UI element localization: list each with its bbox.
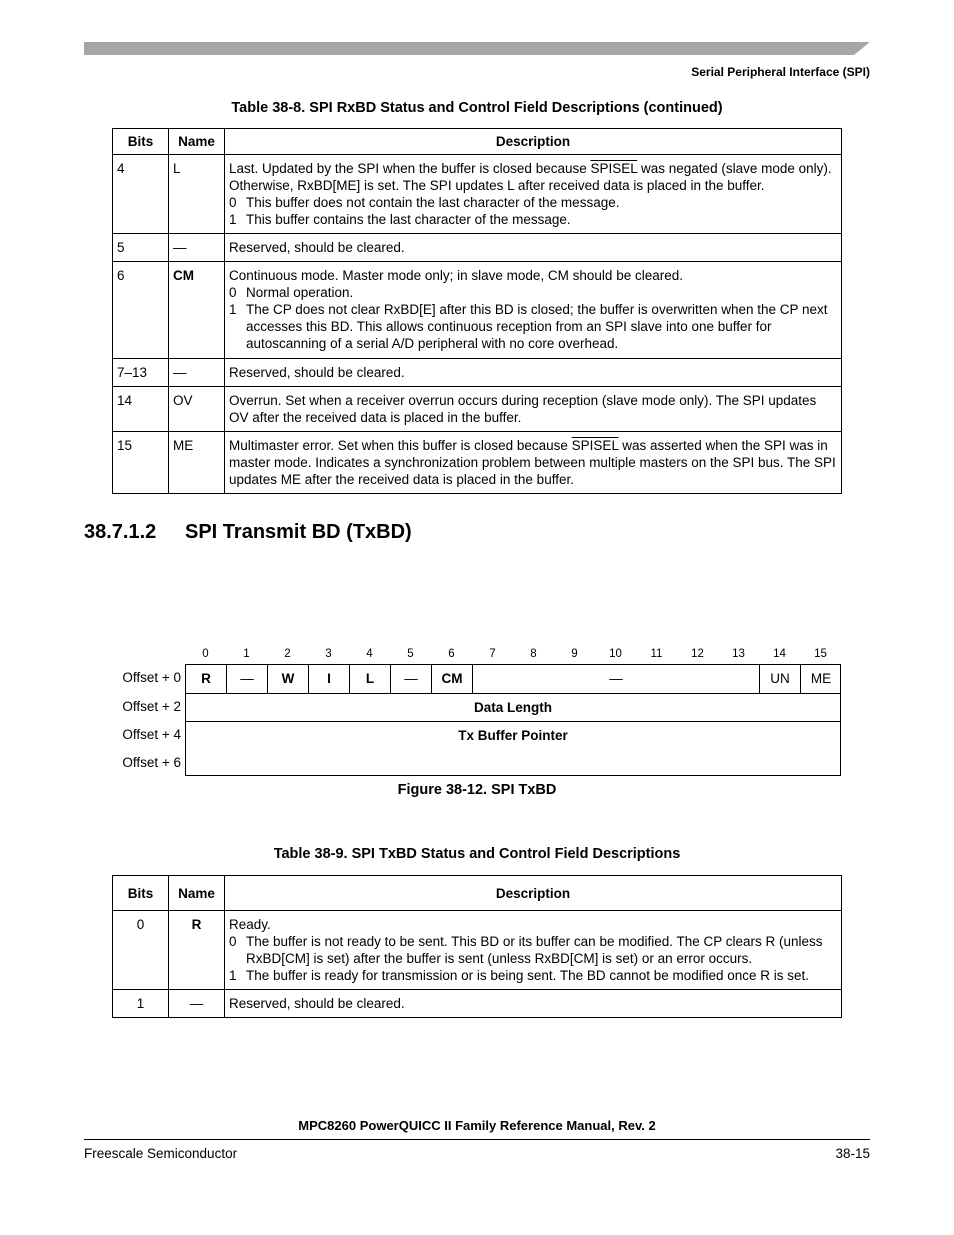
table-row (113, 262, 842, 359)
cell-description: Overrun. Set when a receiver overrun occurs during reception (slave mode only). The SPI updates OV after the received data is placed in the buffer. (225, 387, 842, 432)
field-w: W (268, 665, 309, 693)
offset-label: Offset + 4 (122, 727, 181, 742)
header-name: Name (169, 129, 225, 155)
bit-number: 7 (489, 648, 496, 660)
bit-number: 13 (732, 648, 745, 660)
cell-name: R (169, 911, 225, 990)
field-i: I (309, 665, 350, 693)
bit-number: 6 (448, 648, 455, 660)
table-38-9 (112, 875, 842, 1018)
description-text: Last. Updated by the SPI when the buffer is closed because SPISEL was negated (slave mode only). Otherwise, RxBD[ME] is set. The SPI updates L after received data is placed in the buffer. (229, 161, 832, 193)
cell-name: L (169, 155, 225, 234)
bit-number: 0 (202, 648, 209, 660)
table-row (113, 432, 842, 494)
cell-name: — (169, 990, 225, 1018)
table-row (113, 359, 842, 387)
bit-number: 4 (366, 648, 373, 660)
cell-description: Reserved, should be cleared. (225, 990, 842, 1018)
bit-number: 2 (284, 648, 291, 660)
section-heading (84, 521, 412, 544)
figure-caption: Figure 38-12. SPI TxBD (397, 782, 557, 798)
table-row (113, 387, 842, 432)
list-item: 0 This buffer does not contain the last character of the message. (229, 195, 620, 210)
bit-number: 1 (243, 648, 250, 660)
company-name: Freescale Semiconductor (84, 1146, 238, 1161)
field-cm: CM (432, 665, 473, 693)
list-item: 1 The buffer is ready for transmission or is being sent. The BD cannot be modified once R is set. (229, 968, 810, 983)
header-decoration-bar (84, 42, 870, 55)
cell-name: ME (169, 432, 225, 494)
field-reserved-7-13: — (473, 665, 760, 693)
section-number: 38.7.1.2 (84, 521, 157, 543)
cell-name: OV (169, 387, 225, 432)
field-data-length: Data Length (473, 700, 552, 715)
header-description: Description (225, 129, 842, 155)
cell-description (225, 155, 842, 234)
list-item: 1 This buffer contains the last character of the message. (229, 212, 571, 227)
table-38-9-caption: Table 38-9. SPI TxBD Status and Control Field Descriptions (273, 846, 681, 862)
field-r: R (186, 665, 227, 693)
table-38-8-caption: Table 38-8. SPI RxBD Status and Control Field Descriptions (continued) (231, 100, 723, 116)
header-bits: Bits (113, 876, 169, 911)
bit-number: 15 (814, 648, 827, 660)
cell-description (225, 911, 842, 990)
footer-divider (84, 1139, 870, 1140)
header-description: Description (225, 876, 842, 911)
bit-number: 5 (407, 648, 414, 660)
spisel-signal: SPISEL (590, 161, 638, 176)
offset-label: Offset + 6 (122, 755, 181, 770)
bit-number: 3 (325, 648, 332, 660)
list-item: 0 Normal operation. (229, 285, 354, 300)
bit-number: 12 (691, 648, 704, 660)
cell-bits: 7–13 (113, 359, 169, 387)
bit-number: 10 (609, 648, 622, 660)
field-un: UN (760, 665, 801, 693)
cell-name: — (169, 234, 225, 262)
offset-label: Offset + 0 (122, 670, 181, 685)
bit-number: 14 (773, 648, 786, 660)
cell-bits: 1 (113, 990, 169, 1018)
cell-bits: 5 (113, 234, 169, 262)
cell-description: Reserved, should be cleared. (225, 359, 842, 387)
field-me: ME (810, 671, 832, 686)
table-row (113, 155, 842, 234)
bit-number: 11 (650, 648, 663, 660)
manual-title: MPC8260 PowerQUICC II Family Reference Manual, Rev. 2 (298, 1118, 656, 1133)
cell-bits: 6 (113, 262, 169, 359)
running-header: Serial Peripheral Interface (SPI) (691, 65, 870, 79)
field-tx-buffer-pointer: Tx Buffer Pointer (458, 728, 568, 743)
spisel-signal: SPISEL (571, 438, 619, 453)
description-text: Multimaster error. Set when this buffer is closed because SPISEL was asserted when the SPI was in master mode. Indicates a synchronization problem between multiple masters on the SPI bus. The SPI updates ME after the received data is placed in the buffer. (229, 438, 836, 487)
cell-bits: 4 (113, 155, 169, 234)
cell-name: CM (169, 262, 225, 359)
description-text: Ready. (229, 917, 271, 932)
table-row (113, 990, 842, 1018)
cell-description: Reserved, should be cleared. (225, 234, 842, 262)
cell-name: — (169, 359, 225, 387)
field-l: L (350, 665, 391, 693)
table-38-8 (112, 128, 842, 494)
cell-description (225, 262, 842, 359)
table-row (113, 234, 842, 262)
cell-bits: 14 (113, 387, 169, 432)
offset-label: Offset + 2 (122, 699, 181, 714)
list-item: 1 The CP does not clear RxBD[E] after this BD is closed; the buffer is overwritten when the CP next accesses this BD. This allows continuous reception from an SPI slave into one buffer for autoscanning of a serial A/D peripheral with no core overhead. (229, 302, 828, 351)
page-number: 38-15 (835, 1146, 870, 1161)
list-item: 0 The buffer is not ready to be sent. This BD or its buffer can be modified. The CP clears R (unless RxBD[CM] is set) after the buffer is sent (unless RxBD[CM] is set) or an error occurs. (229, 934, 823, 966)
bit-number: 9 (571, 648, 578, 660)
cell-bits: 0 (113, 911, 169, 990)
cell-bits: 15 (113, 432, 169, 494)
table-row (113, 911, 842, 990)
description-text: Continuous mode. Master mode only; in slave mode, CM should be cleared. (229, 268, 683, 283)
table-header-row (113, 876, 842, 911)
table-header-row (113, 129, 842, 155)
header-name: Name (169, 876, 225, 911)
section-title: SPI Transmit BD (TxBD) (185, 521, 412, 543)
bit-number: 8 (530, 648, 537, 660)
field-reserved: — (227, 665, 268, 693)
txbd-register-diagram (185, 664, 841, 776)
cell-description (225, 432, 842, 494)
header-bits: Bits (113, 129, 169, 155)
field-reserved: — (391, 665, 432, 693)
